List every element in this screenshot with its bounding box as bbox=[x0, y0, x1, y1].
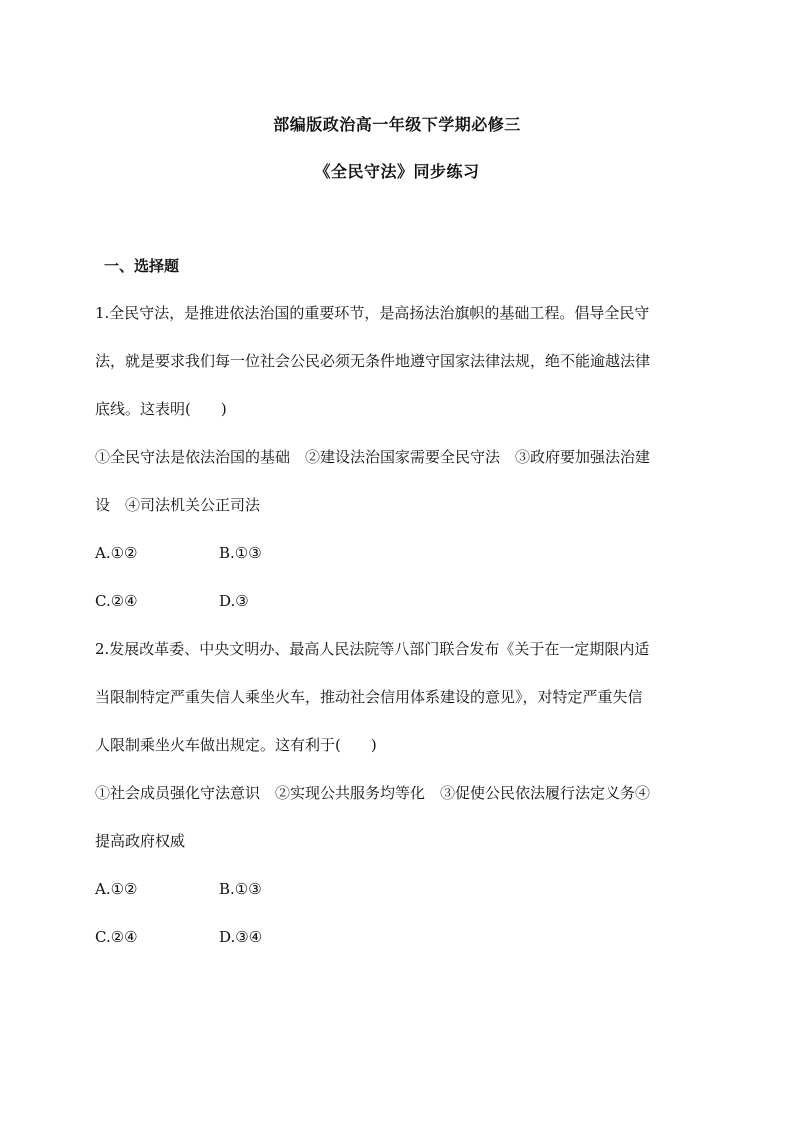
question-2-option-d: D.③④ bbox=[219, 928, 263, 946]
document-title: 部编版政治高一年级下学期必修三 bbox=[273, 115, 521, 134]
question-2-option-b: B.①③ bbox=[219, 880, 262, 898]
question-1-statements-line-2: 设 ④司法机关公正司法 bbox=[95, 496, 261, 514]
question-2-statements-line-2: 提高政府权威 bbox=[95, 832, 186, 850]
question-2-line-1: 2.发展改革委、中央文明办、最高人民法院等八部门联合发布《关于在一定期限内适 bbox=[95, 640, 650, 658]
question-2-statements-line-1: ①社会成员强化守法意识 ②实现公共服务均等化 ③促使公民依法履行法定义务④ bbox=[95, 784, 651, 802]
question-1-option-d: D.③ bbox=[219, 592, 249, 610]
question-1-statements-line-1: ①全民守法是依法治国的基础 ②建设法治国家需要全民守法 ③政府要加强法治建 bbox=[95, 448, 651, 466]
question-1-option-b: B.①③ bbox=[219, 544, 262, 562]
question-1-line-2: 法，就是要求我们每一位社会公民必须无条件地遵守国家法律法规，绝不能逾越法律 bbox=[95, 352, 651, 370]
question-2-option-c: C.②④ bbox=[95, 928, 138, 946]
question-2-line-2: 当限制特定严重失信人乘坐火车，推动社会信用体系建设的意见》，对特定严重失信 bbox=[95, 688, 643, 706]
question-1-option-a: A.①② bbox=[95, 544, 138, 562]
question-2-option-a: A.①② bbox=[95, 880, 138, 898]
question-1-line-3: 底线。这表明( ) bbox=[95, 400, 227, 418]
question-1-option-c: C.②④ bbox=[95, 592, 138, 610]
question-2-line-3: 人限制乘坐火车做出规定。这有利于( ) bbox=[95, 736, 377, 754]
question-1-line-1: 1.全民守法，是推进依法治国的重要环节，是高扬法治旗帜的基础工程。倡导全民守 bbox=[95, 304, 650, 322]
section-heading: 一、选择题 bbox=[104, 257, 180, 275]
document-subtitle: 《全民守法》同步练习 bbox=[314, 162, 480, 181]
